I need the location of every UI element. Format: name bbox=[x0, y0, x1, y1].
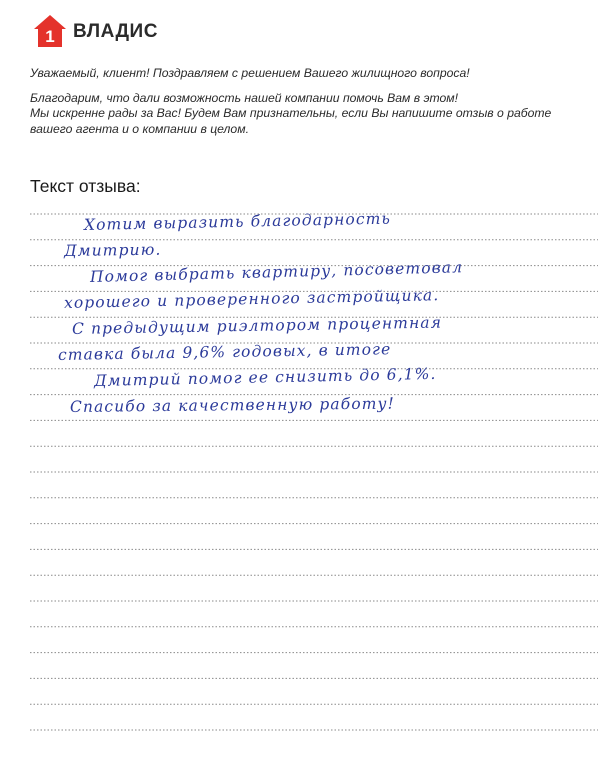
brand-name: ВЛАДИС bbox=[73, 21, 158, 42]
brand-logo bbox=[33, 14, 158, 48]
intro-paragraph bbox=[30, 91, 590, 138]
handwritten-line: ставка была 9,6% годовых, в итоге bbox=[57, 340, 392, 364]
review-title: Текст отзыва: bbox=[30, 176, 141, 196]
intro-line-2: Мы искренне рады за Вас! Будем Вам признательны, если Вы напишите отзыв о работе bbox=[30, 106, 552, 120]
intro-text bbox=[30, 66, 590, 146]
logo-digit: 1 bbox=[45, 27, 55, 46]
handwritten-line: Помог выбрать квартиру, посоветовал bbox=[89, 258, 464, 286]
handwritten-line: С предыдущим риэлтором процентная bbox=[71, 313, 443, 338]
intro-line-3: вашего агента и о компании в целом. bbox=[30, 121, 249, 136]
handwritten-line: Дмитрий помог ее снизить до 6,1%. bbox=[93, 364, 437, 390]
greeting: Уважаемый, клиент! Поздравляем с решением Вашего жилищного вопроса! bbox=[30, 66, 470, 80]
house-logo-icon bbox=[33, 14, 67, 48]
handwritten-line: Хотим выразить благодарность bbox=[83, 209, 392, 234]
handwritten-line: хорошего и проверенного застройщика. bbox=[63, 286, 440, 312]
handwritten-line: Дмитрию. bbox=[63, 240, 162, 260]
intro-line-1: Благодарим, что дали возможность нашей компании помочь Вам в этом! bbox=[30, 90, 459, 105]
handwritten-line: Спасибо за качественную работу! bbox=[69, 394, 396, 416]
